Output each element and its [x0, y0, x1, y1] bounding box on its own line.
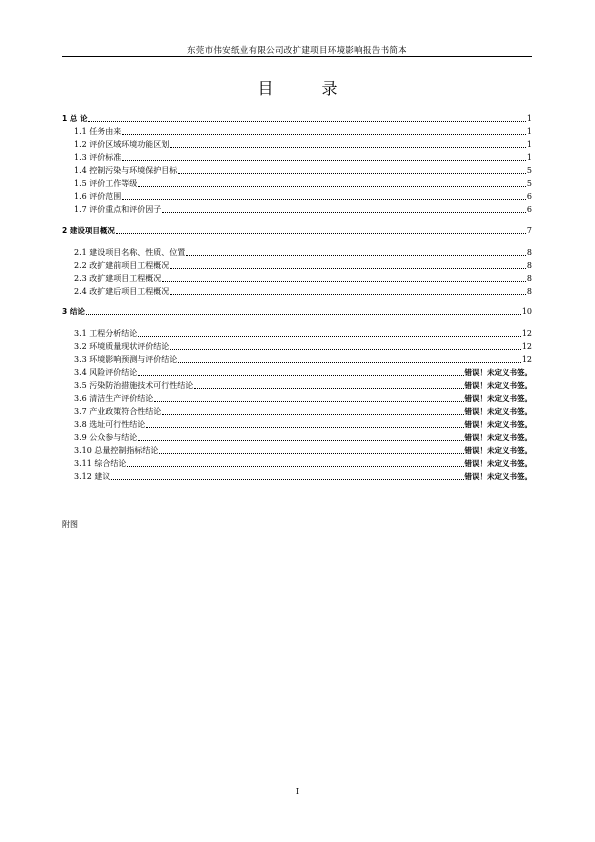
toc-dot-leader [122, 199, 526, 200]
toc-entry-page: 错误！未定义书签。 [464, 446, 532, 455]
toc-entry-page: 6 [526, 192, 532, 201]
toc-section-entry[interactable] [74, 458, 532, 469]
toc-entry-label: 1.3 评价标准 [74, 153, 122, 162]
toc-section-entry[interactable] [74, 178, 532, 189]
toc-chapter-entry[interactable] [62, 306, 532, 317]
toc-entry-label: 1 总 论 [62, 114, 88, 123]
toc-section-entry[interactable] [74, 341, 532, 352]
toc-section-entry[interactable] [74, 286, 532, 297]
toc-entry-label: 2.4 改扩建后项目工程概况 [74, 287, 170, 296]
toc-section-entry[interactable] [74, 152, 532, 163]
toc-dot-leader [170, 349, 521, 350]
toc-entry-label: 3.5 污染防治措施技术可行性结论 [74, 381, 194, 390]
page-header: 东莞市伟安纸业有限公司改扩建项目环境影响报告书简本 [186, 46, 407, 56]
toc-entry-label: 3.7 产业政策符合性结论 [74, 407, 162, 416]
toc-dot-leader [162, 212, 526, 213]
toc-entry-label: 2.1 建设项目名称、性质、位置 [74, 248, 186, 257]
title-char-right: 录 [321, 79, 338, 98]
toc-entry-page: 1 [526, 114, 532, 123]
toc-entry-label: 3.1 工程分析结论 [74, 329, 138, 338]
toc-dot-leader [146, 427, 463, 428]
toc-entry-page: 8 [526, 248, 532, 257]
toc-dot-leader [88, 121, 525, 122]
toc-dot-leader [111, 479, 463, 480]
page-number: I [295, 787, 300, 796]
toc-section-entry[interactable] [74, 445, 532, 456]
toc-entry-label: 1.5 评价工作等级 [74, 179, 138, 188]
toc-dot-leader [138, 186, 526, 187]
toc-dot-leader [178, 173, 526, 174]
toc-section-entry[interactable] [74, 191, 532, 202]
toc-section-entry[interactable] [74, 354, 532, 365]
toc-entry-page: 错误！未定义书签。 [464, 368, 532, 377]
toc-entry-page: 错误！未定义书签。 [464, 394, 532, 403]
toc-section-entry[interactable] [74, 139, 532, 150]
toc-entry-page: 8 [526, 287, 532, 296]
toc-entry-label: 3.11 综合结论 [74, 459, 127, 468]
toc-chapter-entry[interactable] [62, 225, 532, 236]
toc-section-entry[interactable] [74, 380, 532, 391]
toc-entry-page: 错误！未定义书签。 [464, 433, 532, 442]
toc-entry-label: 3 结论 [62, 307, 85, 316]
toc-entry-page: 1 [526, 127, 532, 136]
toc-section-entry[interactable] [74, 247, 532, 258]
toc-entry-page: 12 [521, 342, 532, 351]
toc-entry-label: 3.3 环境影响预测与评价结论 [74, 355, 178, 364]
toc-entry-label: 3.10 总量控制指标结论 [74, 446, 159, 455]
toc-entry-page: 10 [521, 307, 532, 316]
page-title [0, 76, 595, 99]
toc-dot-leader [116, 233, 526, 234]
toc-section-entry[interactable] [74, 419, 532, 430]
toc-section-entry[interactable] [74, 204, 532, 215]
toc-dot-leader [178, 362, 521, 363]
toc-entry-page: 1 [526, 153, 532, 162]
toc-dot-leader [162, 414, 463, 415]
toc-entry-page: 错误！未定义书签。 [464, 381, 532, 390]
toc-entry-label: 1.4 控制污染与环境保护目标 [74, 166, 178, 175]
toc-entry-page: 6 [526, 205, 532, 214]
toc-entry-label: 1.1 任务由来 [74, 127, 122, 136]
toc-dot-leader [122, 134, 526, 135]
toc-entry-label: 3.6 清洁生产评价结论 [74, 394, 154, 403]
toc-entry-page: 12 [521, 329, 532, 338]
toc-entry-page: 5 [526, 179, 532, 188]
toc-section-entry[interactable] [74, 471, 532, 482]
toc-entry-page: 错误！未定义书签。 [464, 459, 532, 468]
toc-dot-leader [154, 401, 463, 402]
toc-section-entry[interactable] [74, 273, 532, 284]
toc-entry-label: 3.4 风险评价结论 [74, 368, 138, 377]
toc-entry-label: 3.12 建议 [74, 472, 111, 481]
toc-entry-page: 错误！未定义书签。 [464, 420, 532, 429]
toc-entry-label: 2 建设项目概况 [62, 226, 115, 235]
toc-section-entry[interactable] [74, 260, 532, 271]
toc-entry-page: 8 [526, 274, 532, 283]
toc-entry-label: 2.3 改扩建项目工程概况 [74, 274, 162, 283]
toc-dot-leader [194, 388, 463, 389]
toc-entry-page: 5 [526, 166, 532, 175]
toc-dot-leader [186, 255, 526, 256]
toc-entry-page: 8 [526, 261, 532, 270]
toc-entry-label: 3.8 选址可行性结论 [74, 420, 146, 429]
toc-entry-label: 2.2 改扩建前项目工程概况 [74, 261, 170, 270]
toc-entry-page: 12 [521, 355, 532, 364]
toc-section-entry[interactable] [74, 328, 532, 339]
toc-section-entry[interactable] [74, 126, 532, 137]
toc-section-entry[interactable] [74, 406, 532, 417]
toc-dot-leader [170, 147, 526, 148]
toc-dot-leader [122, 160, 526, 161]
toc-chapter-entry[interactable] [62, 113, 532, 124]
toc-dot-leader [170, 294, 526, 295]
toc-section-entry[interactable] [74, 432, 532, 443]
toc-section-entry[interactable] [74, 165, 532, 176]
toc-entry-label: 1.2 评价区域环境功能区划 [74, 140, 170, 149]
toc-section-entry[interactable] [74, 367, 532, 378]
toc-entry-label: 3.9 公众参与结论 [74, 433, 138, 442]
toc-dot-leader [138, 336, 521, 337]
toc-entry-label: 1.7 评价重点和评价因子 [74, 205, 162, 214]
toc-entry-page: 错误！未定义书签。 [464, 407, 532, 416]
toc-entry-label: 1.6 评价范围 [74, 192, 122, 201]
toc-dot-leader [138, 440, 463, 441]
toc-entry-page: 1 [526, 140, 532, 149]
toc-dot-leader [170, 268, 526, 269]
appendix-label: 附图 [62, 520, 78, 529]
toc-entry-page: 7 [526, 226, 532, 235]
toc-dot-leader [162, 281, 526, 282]
toc-entry-page: 错误！未定义书签。 [464, 472, 532, 481]
toc-dot-leader [86, 314, 521, 315]
toc-dot-leader [127, 466, 463, 467]
toc-dot-leader [159, 453, 463, 454]
header-rule [62, 56, 532, 57]
title-char-left: 目 [257, 79, 274, 98]
toc-dot-leader [138, 375, 463, 376]
toc-entry-label: 3.2 环境质量现状评价结论 [74, 342, 170, 351]
toc-section-entry[interactable] [74, 393, 532, 404]
